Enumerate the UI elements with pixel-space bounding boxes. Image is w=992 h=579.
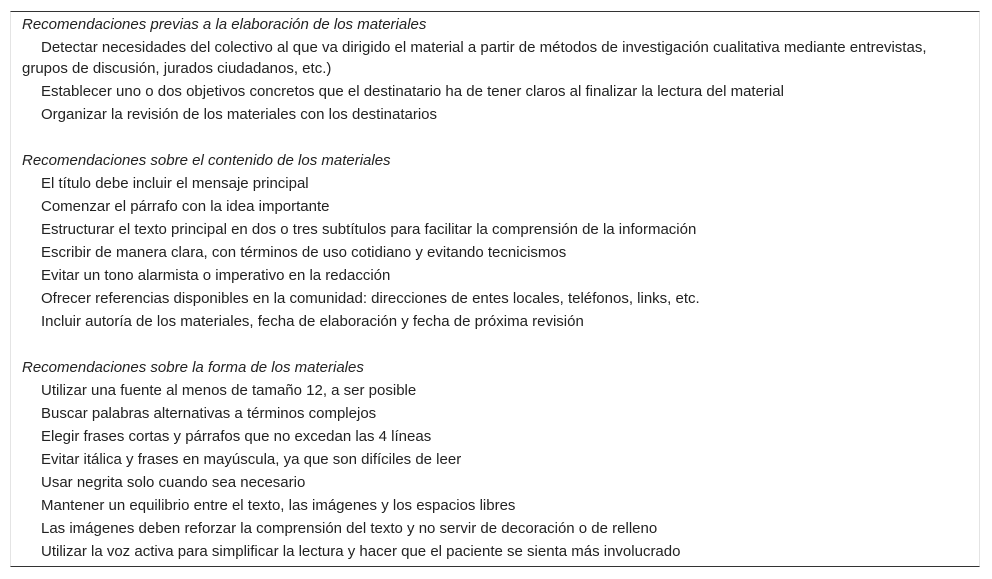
section-heading: Recomendaciones sobre el contenido de los materiales <box>22 152 391 169</box>
list-item: Organizar la revisión de los materiales con los destinatarios <box>41 106 438 123</box>
list-item: Buscar palabras alternativas a términos complejos <box>41 405 377 422</box>
list-item: Detectar necesidades del colectivo al que va dirigido el material a partir de métodos de investigación cualitativa mediante entrevistas, grupos de discusión, jurados ciudadanos, etc.) <box>22 39 927 77</box>
list-item: Utilizar una fuente al menos de tamaño 12, a ser posible <box>41 382 417 399</box>
section-heading: Recomendaciones previas a la elaboración de los materiales <box>22 16 427 33</box>
section-form-recommendations <box>22 356 972 563</box>
section-content-recommendations <box>22 149 972 333</box>
list-item: El título debe incluir el mensaje principal <box>41 175 309 192</box>
list-item: Incluir autoría de los materiales, fecha de elaboración y fecha de próxima revisión <box>41 313 584 330</box>
list-item: Elegir frases cortas y párrafos que no excedan las 4 líneas <box>41 428 432 445</box>
list-item: Evitar itálica y frases en mayúscula, ya que son difíciles de leer <box>41 451 462 468</box>
list-item: Usar negrita solo cuando sea necesario <box>41 474 306 491</box>
section-heading: Recomendaciones sobre la forma de los materiales <box>22 359 364 376</box>
recommendations-table <box>10 11 980 567</box>
list-item: Comenzar el párrafo con la idea importante <box>41 198 330 215</box>
table-content <box>22 13 972 563</box>
list-item: Ofrecer referencias disponibles en la comunidad: direcciones de entes locales, teléfonos, links, etc. <box>41 290 700 307</box>
list-item: Evitar un tono alarmista o imperativo en la redacción <box>41 267 391 284</box>
list-item: Establecer uno o dos objetivos concretos que el destinatario ha de tener claros al finalizar la lectura del material <box>41 83 784 100</box>
section-previous-recommendations <box>22 13 972 126</box>
list-item: Escribir de manera clara, con términos de uso cotidiano y evitando tecnicismos <box>41 244 567 261</box>
list-item: Las imágenes deben reforzar la comprensión del texto y no servir de decoración o de relleno <box>41 520 658 537</box>
list-item: Utilizar la voz activa para simplificar la lectura y hacer que el paciente se sienta más involucrado <box>41 543 681 560</box>
list-item: Mantener un equilibrio entre el texto, las imágenes y los espacios libres <box>41 497 516 514</box>
list-item: Estructurar el texto principal en dos o tres subtítulos para facilitar la comprensión de la información <box>41 221 697 238</box>
